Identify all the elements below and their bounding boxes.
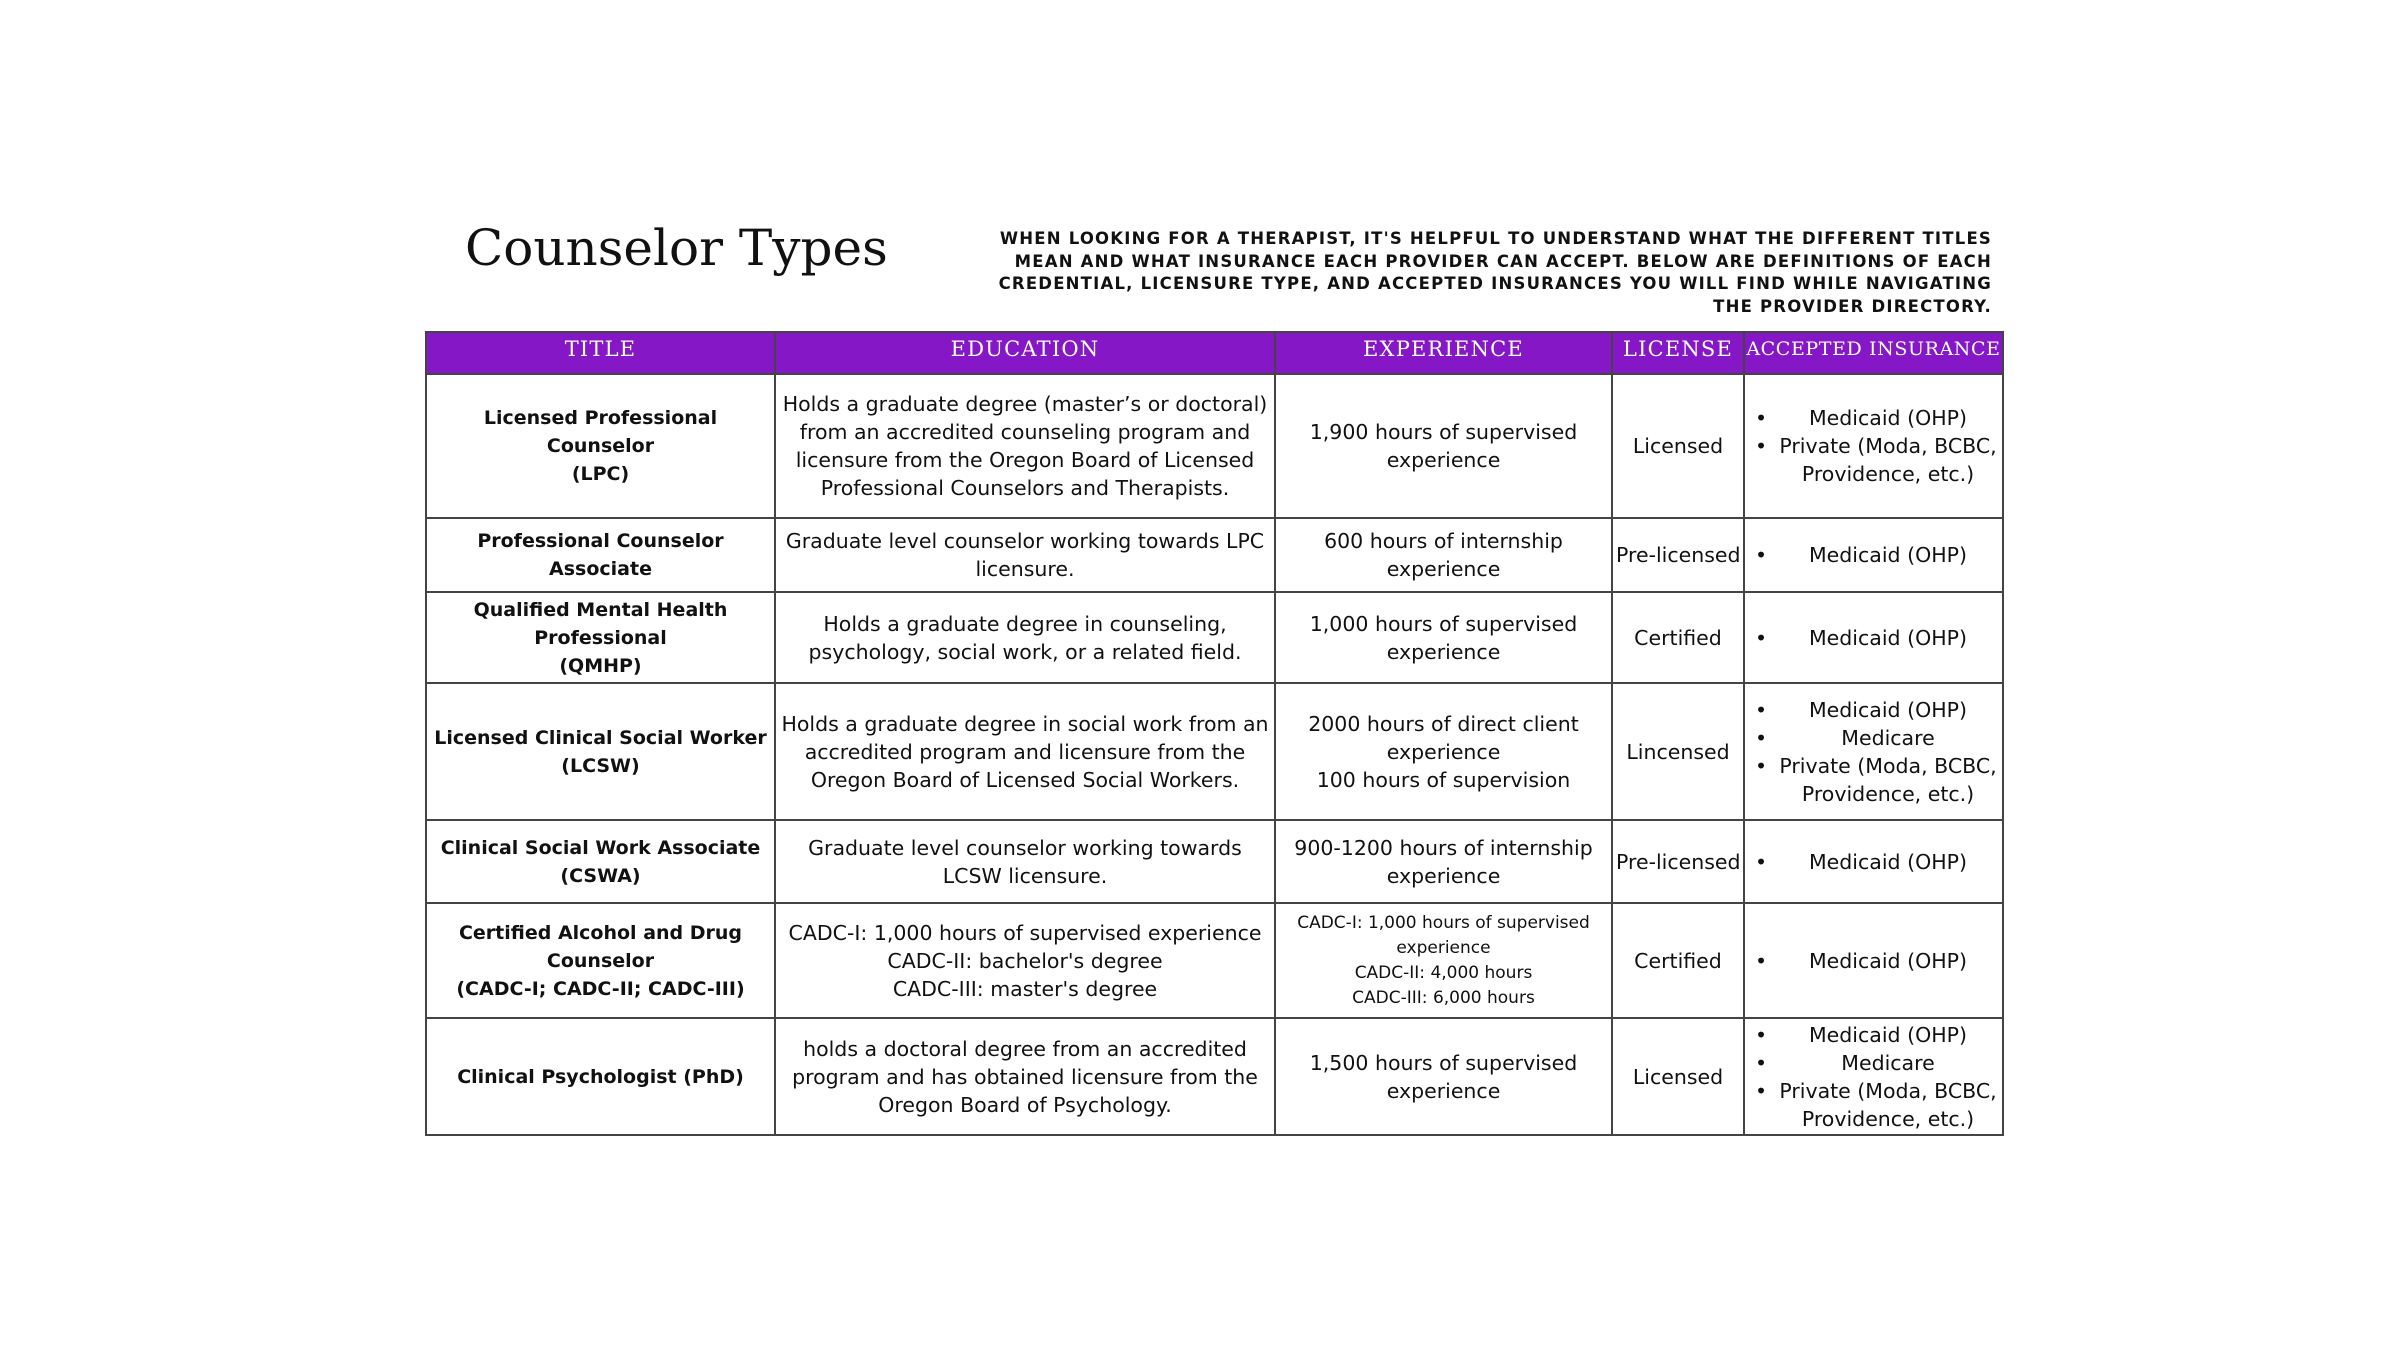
row-title-cell [426,518,775,592]
header-accepted-insurance: ACCEPTED INSURANCE [1744,332,2003,374]
insurance-item: • Medicaid (OHP) [1748,1021,1999,1049]
experience-line: 100 hours of supervision [1316,767,1571,792]
row-title-abbrev: (CSWA) [560,864,641,887]
table-row [426,903,2003,1018]
experience-line: 1,900 hours of supervised experience [1309,420,1578,472]
row-title-line: Professional Counselor Associate [477,530,724,580]
row-education: Graduate level counselor working towards LPC licensure. [775,518,1275,592]
row-experience [1275,903,1612,1018]
row-insurance [1744,374,2003,518]
row-experience [1275,1018,1612,1135]
row-license: Lincensed [1612,683,1744,820]
row-title-cell [426,820,775,903]
row-insurance [1744,903,2003,1018]
row-insurance [1744,820,2003,903]
intro-text: WHEN LOOKING FOR A THERAPIST, IT'S HELPFUL TO UNDERSTAND WHAT THE DIFFERENT TITLES MEAN AND WHAT INSURANCE EACH PROVIDER CAN ACCEPT. BELOW ARE DEFINITIONS OF EACH CREDENTIAL, LICENSURE TYPE, AND ACCEPTED INSURANCES YOU WILL FIND WHILE NAVIGATING THE PROVIDER DIRECTORY. [998,229,1992,316]
row-experience [1275,683,1612,820]
row-title-line: Licensed Professional Counselor [483,407,718,457]
header-education: EDUCATION [775,332,1275,374]
row-education: Graduate level counselor working towards LCSW licensure. [775,820,1275,903]
row-license: Pre-licensed [1612,820,1744,903]
education-line: CADC-I: 1,000 hours of supervised experience [788,920,1262,945]
table-row [426,1018,2003,1135]
row-title-cell [426,1018,775,1135]
table-row [426,374,2003,518]
table-row [426,592,2003,683]
row-license: Certified [1612,903,1744,1018]
insurance-item: • Private (Moda, BCBC, Providence, etc.) [1748,752,1999,808]
insurance-item: • Medicare [1748,724,1999,752]
row-title-abbrev: (LCSW) [561,754,640,777]
insurance-item: • Medicare [1748,1049,1999,1077]
education-line: CADC-III: master's degree [892,976,1158,1001]
table-row [426,820,2003,903]
experience-line: CADC-II: 4,000 hours [1354,962,1533,983]
row-title-cell [426,374,775,518]
header-experience: EXPERIENCE [1275,332,1612,374]
table-row [426,518,2003,592]
insurance-item: • Medicaid (OHP) [1748,624,1999,652]
row-education: Holds a graduate degree in social work from an accredited program and licensure from the Oregon Board of Licensed Social Workers. [775,683,1275,820]
row-experience [1275,820,1612,903]
insurance-item: • Medicaid (OHP) [1748,404,1999,432]
row-title-line: Clinical Psychologist (PhD) [457,1065,744,1088]
row-license: Pre-licensed [1612,518,1744,592]
row-education: Holds a graduate degree (master’s or doctoral) from an accredited counseling program and licensure from the Oregon Board of Licensed Professional Counselors and Therapists. [775,374,1275,518]
experience-line: CADC-I: 1,000 hours of supervised experience [1297,912,1590,958]
row-insurance [1744,518,2003,592]
education-line: CADC-II: bachelor's degree [887,948,1163,973]
row-title-line: Certified Alcohol and Drug Counselor [458,921,743,972]
row-title-line: Licensed Clinical Social Worker [434,726,767,749]
row-insurance [1744,1018,2003,1135]
row-title-line: Clinical Social Work Associate [440,836,761,859]
row-experience [1275,518,1612,592]
row-title-abbrev: (LPC) [571,463,630,485]
row-title-cell [426,592,775,683]
insurance-item: • Private (Moda, BCBC, Providence, etc.) [1748,1077,1999,1133]
table-header-row [426,332,2003,374]
table-row [426,683,2003,820]
experience-line: CADC-III: 6,000 hours [1352,987,1535,1008]
row-education: holds a doctoral degree from an accredited program and has obtained licensure from the Oregon Board of Psychology. [775,1018,1275,1135]
row-insurance [1744,683,2003,820]
insurance-item: • Medicaid (OHP) [1748,848,1999,876]
counselor-types-table [425,331,2004,1136]
row-experience [1275,374,1612,518]
experience-line: 900-1200 hours of internship experience [1294,835,1593,888]
header-title: TITLE [426,332,775,374]
row-title-cell [426,903,775,1018]
insurance-item: • Medicaid (OHP) [1748,696,1999,724]
row-license: Licensed [1612,374,1744,518]
row-title-abbrev: (CADC-I; CADC-II; CADC-III) [456,977,745,1000]
page-title: Counselor Types [465,219,888,277]
insurance-item: • Medicaid (OHP) [1748,541,1999,569]
row-education: Holds a graduate degree in counseling, psychology, social work, or a related field. [775,592,1275,683]
row-license: Licensed [1612,1018,1744,1135]
row-insurance [1744,592,2003,683]
insurance-item: • Medicaid (OHP) [1748,947,1999,975]
insurance-item: • Private (Moda, BCBC, Providence, etc.) [1748,432,1999,488]
experience-line: 1,000 hours of supervised experience [1309,611,1578,664]
experience-line: 1,500 hours of supervised experience [1309,1050,1578,1103]
row-experience [1275,592,1612,683]
row-title-cell [426,683,775,820]
row-title-abbrev: (QMHP) [559,654,642,677]
row-education [775,903,1275,1018]
header-license: LICENSE [1612,332,1744,374]
experience-line: 600 hours of internship experience [1324,529,1563,581]
row-title-line: Qualified Mental Health Professional [473,598,728,649]
row-license: Certified [1612,592,1744,683]
experience-line: 2000 hours of direct client experience [1308,711,1579,764]
